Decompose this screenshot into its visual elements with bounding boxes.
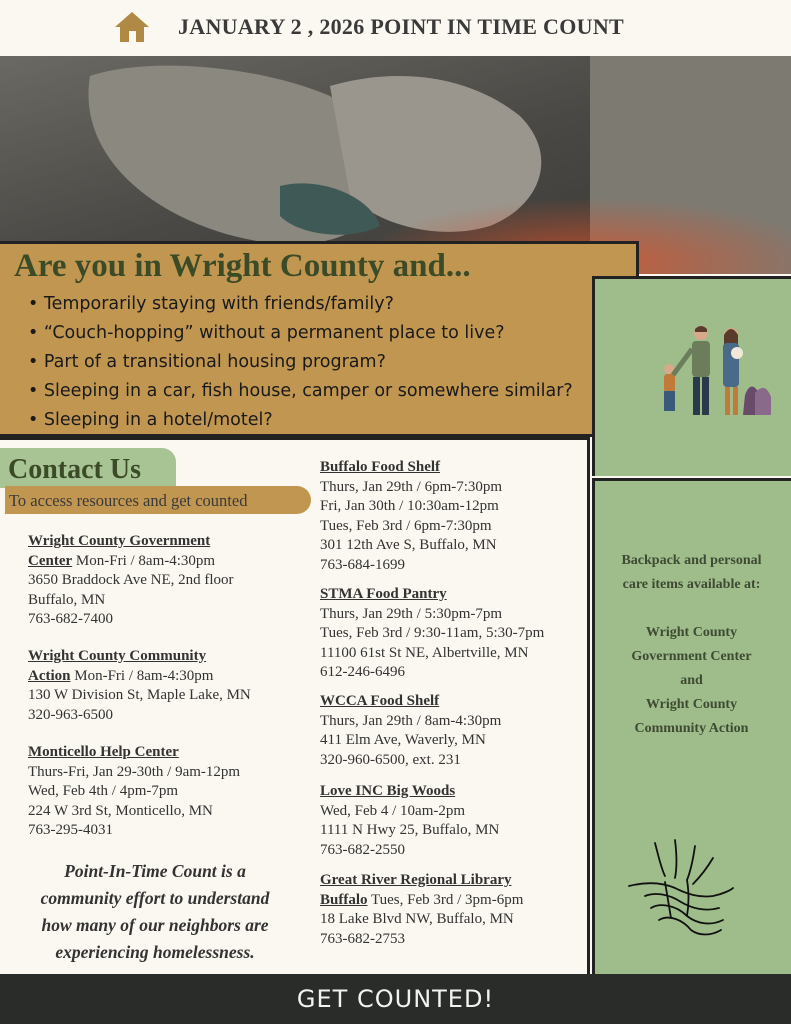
resource-line: Thurs, Jan 29th / 8am-4:30pm — [320, 712, 502, 729]
resource-line: 320-963-6500 — [28, 706, 113, 723]
resource-entry — [320, 692, 501, 770]
sidebar-location-line: Government Center — [631, 649, 752, 664]
sidebar-location-line: and — [680, 673, 703, 688]
eligibility-box — [0, 241, 639, 437]
contact-subtitle — [5, 486, 311, 514]
resource-hours: Mon-Fri / 8am-4:30pm — [72, 552, 216, 569]
resource-line: 320-960-6500, ext. 231 — [320, 751, 461, 768]
resource-line: 763-295-4031 — [28, 822, 113, 838]
hands-icon — [625, 838, 735, 938]
list-item: • Sleeping in a car, fish house, camper or somewhere similar? — [28, 377, 573, 406]
resource-entry — [28, 647, 251, 725]
resource-name: Center — [28, 552, 73, 569]
resource-line: Fri, Jan 30th / 10:30am-12pm — [320, 498, 499, 514]
resource-entry — [320, 585, 544, 683]
resource-line: 411 Elm Ave, Waverly, MN — [320, 732, 486, 748]
resource-line: 301 12th Ave S, Buffalo, MN — [320, 537, 497, 553]
resource-entry — [320, 782, 499, 860]
list-item: • Sleeping in a hotel/motel? — [28, 406, 573, 435]
resource-line: Thurs, Jan 29th / 6pm-7:30pm — [320, 478, 503, 495]
family-panel — [592, 276, 791, 476]
list-item: • “Couch-hopping” without a permanent place to live? — [28, 319, 573, 348]
sidebar-heading-line: Backpack and personal — [621, 553, 762, 568]
eligibility-list — [28, 290, 573, 435]
mission-line: community effort to understand — [40, 888, 270, 908]
resource-line: 763-682-7400 — [28, 611, 113, 627]
contact-heading-text: Contact Us — [8, 454, 141, 485]
resource-line: Thurs, Jan 29th / 5:30pm-7pm — [320, 605, 503, 622]
list-item: • Part of a transitional housing program? — [28, 348, 573, 377]
sidebar-heading — [592, 549, 791, 597]
resource-name: Great River Regional Library — [320, 872, 512, 888]
resource-line: 1111 N Hwy 25, Buffalo, MN — [320, 822, 500, 838]
footer-text: GET COUNTED! — [296, 985, 495, 1013]
eligibility-heading: Are you in Wright County and... — [14, 248, 471, 284]
sidebar-location-line: Wright County — [645, 625, 738, 640]
resource-line: 11100 61st St NE, Albertville, MN — [320, 644, 529, 661]
page-title: JANUARY 2 , 2026 POINT IN TIME COUNT — [178, 14, 624, 39]
resource-line: 3650 Braddock Ave NE, 2nd floor — [28, 572, 234, 588]
resource-entry — [320, 458, 502, 575]
sidebar-location-line: Wright County — [645, 697, 738, 712]
resource-name: Buffalo — [320, 891, 368, 908]
resource-line: Tues, Feb 3rd / 6pm-7:30pm — [320, 517, 492, 534]
resource-line: 612-246-6496 — [320, 664, 405, 680]
resource-hours: Tues, Feb 3rd / 3pm-6pm — [367, 891, 524, 908]
resource-line: 18 Lake Blvd NW, Buffalo, MN — [320, 911, 514, 927]
resource-line: Tues, Feb 3rd / 9:30-11am, 5:30-7pm — [320, 625, 545, 641]
resource-name: Wright County Community — [28, 648, 207, 664]
list-item: • Temporarily staying with friends/family? — [28, 290, 573, 319]
resource-name: Monticello Help Center — [28, 744, 179, 760]
resource-line: 763-682-2753 — [320, 930, 405, 947]
mission-statement — [10, 858, 300, 966]
mission-line: experiencing homelessness. — [55, 942, 255, 962]
resource-name: WCCA Food Shelf — [320, 693, 440, 709]
resource-name: Action — [28, 667, 71, 684]
resource-hours: Mon-Fri / 8am-4:30pm — [70, 667, 214, 684]
resource-line: Thurs-Fri, Jan 29-30th / 9am-12pm — [28, 763, 241, 780]
resource-entry — [320, 871, 523, 949]
resource-line: 130 W Division St, Maple Lake, MN — [28, 687, 251, 703]
header-bar — [0, 0, 791, 56]
sidebar-locations — [592, 621, 791, 741]
sidebar-location-line: Community Action — [634, 721, 749, 736]
sidebar-heading-line: care items available at: — [622, 577, 761, 592]
resource-line: 763-682-2550 — [320, 841, 405, 858]
resource-entry — [28, 743, 240, 841]
resource-line: 763-684-1699 — [320, 556, 405, 573]
resource-line: Buffalo, MN — [28, 591, 106, 608]
family-illustration — [655, 323, 775, 427]
house-icon — [113, 10, 151, 44]
resource-name: STMA Food Pantry — [320, 586, 447, 602]
resource-entry — [28, 532, 234, 630]
resource-name: Love INC Big Woods — [320, 783, 456, 799]
resource-line: Wed, Feb 4th / 4pm-7pm — [28, 783, 179, 799]
footer-bar — [0, 974, 791, 1024]
resource-name: Buffalo Food Shelf — [320, 459, 441, 475]
contact-subtitle-text: To access resources and get counted — [9, 491, 248, 510]
mission-line: how many of our neighbors are — [41, 915, 269, 935]
contact-heading — [0, 448, 176, 488]
mission-line: Point-In-Time Count is a — [64, 861, 246, 881]
resource-name: Wright County Government — [28, 533, 211, 549]
resource-line: 224 W 3rd St, Monticello, MN — [28, 802, 213, 819]
resource-line: Wed, Feb 4 / 10am-2pm — [320, 802, 466, 819]
